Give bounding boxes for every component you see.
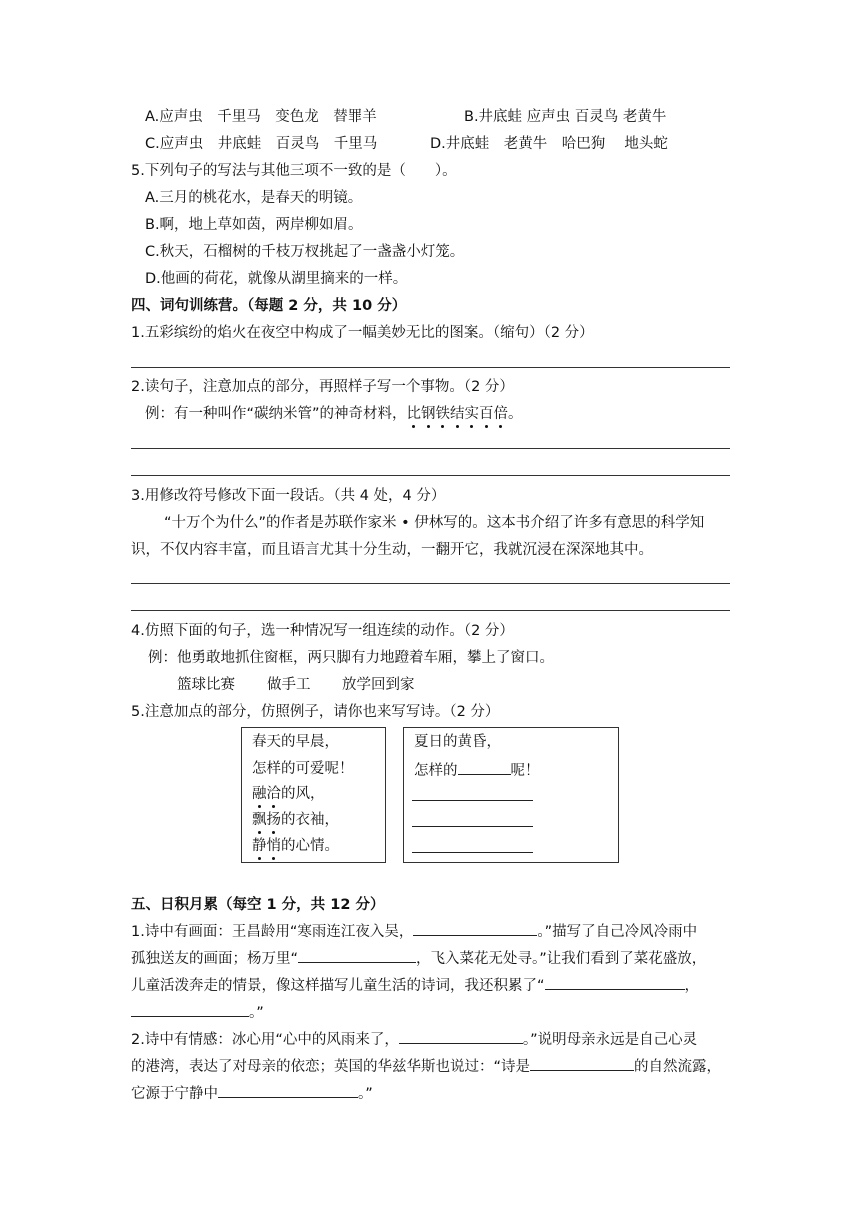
dotted-char: 融 bbox=[252, 786, 267, 802]
dotted-char: 静 bbox=[252, 838, 267, 854]
dotted-word bbox=[252, 838, 281, 854]
fill-blank[interactable] bbox=[399, 1028, 523, 1044]
dotted-char: 实 bbox=[464, 406, 480, 422]
s4-q3-stem: 3.用修改符号修改下面一段话。（共 4 处，4 分） bbox=[131, 488, 446, 504]
dotted-char: 钢 bbox=[421, 406, 436, 422]
dotted-phrase bbox=[407, 406, 509, 422]
s4-q3-passage-line-1: “十万个为什么”的作者是苏联作家米 • 伊林写的。这本书介绍了许多有意思的科学知 bbox=[164, 515, 705, 531]
dotted-word bbox=[252, 786, 281, 802]
text: 。”说明母亲永远是自己心灵 bbox=[522, 1032, 698, 1048]
s4-q5-stem: 5.注意加点的部分，仿照例子，请你也来写写诗。（2 分） bbox=[131, 704, 500, 720]
s4-q4-stem: 4.仿照下面的句子，选一种情况写一组连续的动作。（2 分） bbox=[131, 623, 514, 639]
section-5-title: 五、日积月累（每空 1 分，共 12 分） bbox=[131, 897, 385, 913]
q4-option-b: B.井底蛙 应声虫 百灵鸟 老黄牛 bbox=[464, 109, 667, 125]
dotted-char: 百 bbox=[479, 406, 494, 422]
q4-option-c: C.应声虫 井底蛙 百灵鸟 千里马 bbox=[145, 136, 378, 152]
q4-option-d: D.井底蛙 老黄牛 哈巴狗 地头蛇 bbox=[430, 136, 668, 152]
poem-text: 怎样的 bbox=[414, 763, 458, 779]
text: 。” bbox=[358, 1086, 373, 1102]
text: 儿童活泼奔走的情景，像这样描写儿童生活的诗词，我还积累了“ bbox=[131, 978, 545, 994]
fill-blank[interactable] bbox=[530, 1055, 634, 1071]
s5-q1-line-2 bbox=[131, 947, 706, 969]
poem-line-1: 春天的早晨， bbox=[252, 734, 339, 750]
dotted-char: 结 bbox=[450, 406, 465, 422]
dotted-char: 倍 bbox=[493, 406, 509, 422]
text: 。” bbox=[249, 1005, 264, 1021]
poem-line-5 bbox=[252, 836, 339, 856]
fill-blank[interactable] bbox=[218, 1082, 358, 1098]
text: 的港湾，表达了对母亲的依恋；英国的华兹华斯也说过：“诗是 bbox=[131, 1059, 531, 1075]
s4-q2-example bbox=[145, 404, 523, 424]
dotted-word bbox=[252, 812, 281, 828]
q5-option-d: D.他画的荷花，就像从湖里摘来的一样。 bbox=[145, 271, 408, 287]
q4-option-a: A.应声虫 千里马 变色龙 替罪羊 bbox=[145, 109, 377, 125]
dotted-char: 比 bbox=[406, 406, 422, 422]
poem-text: 呢！ bbox=[510, 763, 540, 779]
poem-line-3 bbox=[252, 784, 325, 804]
dotted-char: 铁 bbox=[435, 406, 451, 422]
q5-stem: 5.下列句子的写法与其他三项不一致的是（ ）。 bbox=[131, 163, 457, 179]
answer-line[interactable] bbox=[131, 583, 730, 584]
fill-blank[interactable] bbox=[412, 800, 533, 801]
text: 。”描写了自己冷风冷雨中 bbox=[537, 924, 698, 940]
q5-option-c: C.秋天，石榴树的千枝万杈挑起了一盏盏小灯笼。 bbox=[145, 244, 465, 260]
answer-line[interactable] bbox=[131, 367, 730, 368]
s4-q4-option-2: 做手工 bbox=[267, 677, 311, 693]
dotted-char: 扬 bbox=[266, 812, 281, 828]
example-end: 。 bbox=[508, 406, 523, 422]
poem-line-2 bbox=[414, 759, 540, 781]
s5-q1-line-3 bbox=[131, 974, 699, 996]
answer-line[interactable] bbox=[131, 448, 730, 449]
fill-blank[interactable] bbox=[413, 920, 537, 936]
poem-text: 的衣袖， bbox=[281, 812, 339, 828]
section-4-title: 四、词句训练营。（每题 2 分，共 10 分） bbox=[131, 298, 407, 314]
s5-q2-line-1 bbox=[131, 1028, 697, 1050]
text: ， bbox=[684, 978, 700, 994]
q5-option-a: A.三月的桃花水，是春天的明镜。 bbox=[145, 190, 363, 206]
fill-blank[interactable] bbox=[298, 947, 416, 963]
text: 的自然流露， bbox=[634, 1059, 722, 1075]
fill-blank[interactable] bbox=[131, 1001, 249, 1017]
example-text: 例：有一种叫作“碳纳米管”的神奇材料， bbox=[145, 406, 407, 422]
s4-q3-passage-line-2: 识，不仅内容丰富，而且语言尤其十分生动，一翻开它，我就沉浸在深深地其中。 bbox=[131, 542, 653, 558]
poem-text: 的风， bbox=[281, 786, 325, 802]
s5-q1-line-4 bbox=[131, 1001, 264, 1023]
fill-blank[interactable] bbox=[412, 852, 533, 853]
example-poem-box bbox=[241, 727, 386, 863]
dotted-char: 飘 bbox=[252, 812, 267, 828]
fill-blank[interactable] bbox=[458, 759, 511, 775]
poem-line-4 bbox=[252, 810, 339, 830]
fill-blank[interactable] bbox=[412, 826, 533, 827]
s5-q2-line-2 bbox=[131, 1055, 721, 1077]
s4-q4-option-3: 放学回到家 bbox=[342, 677, 415, 693]
poem-line-1: 夏日的黄昏， bbox=[414, 734, 501, 750]
s4-q2-stem: 2.读句子，注意加点的部分，再照样子写一个事物。（2 分） bbox=[131, 379, 514, 395]
s4-q1-stem: 1.五彩缤纷的焰火在夜空中构成了一幅美妙无比的图案。（缩句）（2 分） bbox=[131, 325, 594, 341]
s4-q4-option-1: 篮球比赛 bbox=[177, 677, 235, 693]
text: 1.诗中有画面：王昌龄用“寒雨连江夜入吴， bbox=[131, 924, 414, 940]
fill-blank[interactable] bbox=[545, 974, 685, 990]
text: 它源于宁静中 bbox=[131, 1086, 218, 1102]
dotted-char: 洽 bbox=[266, 786, 281, 802]
s5-q2-line-3 bbox=[131, 1082, 373, 1104]
poem-line-2: 怎样的可爱呢！ bbox=[252, 761, 354, 777]
s5-q1-line-1 bbox=[131, 920, 697, 942]
dotted-char: 悄 bbox=[266, 838, 281, 854]
poem-text: 的心情。 bbox=[281, 838, 339, 854]
answer-line[interactable] bbox=[131, 475, 730, 476]
answer-line[interactable] bbox=[131, 610, 730, 611]
s4-q4-example: 例：他勇敢地抓住窗框，两只脚有力地蹬着车厢，攀上了窗口。 bbox=[148, 650, 554, 666]
answer-poem-box bbox=[403, 727, 619, 863]
text: 2.诗中有情感：冰心用“心中的风雨来了， bbox=[131, 1032, 399, 1048]
q5-option-b: B.啊，地上草如茵，两岸柳如眉。 bbox=[145, 217, 363, 233]
text: 孤独送友的画面；杨万里“ bbox=[131, 951, 299, 967]
text: ，飞入菜花无处寻。”让我们看到了菜花盛放， bbox=[416, 951, 707, 967]
